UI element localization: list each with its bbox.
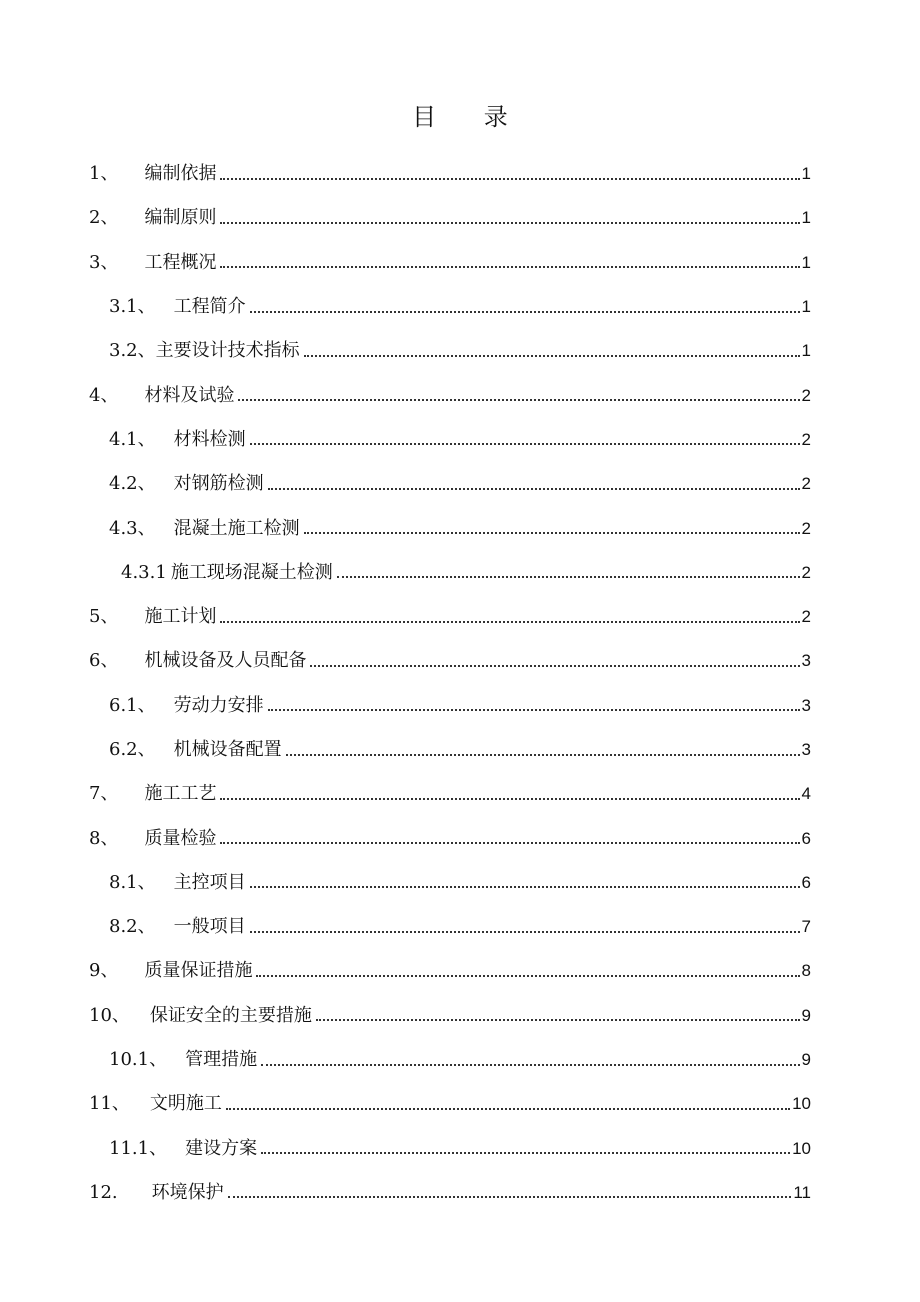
- toc-entry-title: 质量保证措施: [144, 960, 253, 982]
- toc-entry-number: 8.1、: [109, 871, 156, 893]
- toc-entry[interactable]: [89, 994, 811, 1038]
- toc-entry-page-number: 1: [801, 252, 811, 272]
- toc-entry-page-number: 2: [801, 562, 811, 582]
- toc-entry-number: 4.2、: [109, 473, 156, 495]
- toc-entry[interactable]: [89, 285, 811, 329]
- toc-entry-page-number: 1: [801, 164, 811, 184]
- toc-dot-leader: [268, 487, 800, 490]
- toc-entry-title: 一般项目: [173, 916, 246, 938]
- toc-entry-page-number: 2: [801, 385, 811, 405]
- toc-entry-page-number: 9: [801, 1050, 811, 1070]
- toc-entry-title: 施工现场混凝土检测: [170, 561, 333, 583]
- toc-title: 目 录: [412, 103, 528, 131]
- toc-entry-page-number: 3: [801, 740, 811, 759]
- toc-entry-title: 环境保护: [151, 1181, 224, 1203]
- toc-entry[interactable]: [89, 772, 811, 816]
- toc-entry-number: 6、: [89, 650, 119, 672]
- toc-entry-page-number: 1: [801, 297, 811, 317]
- toc-entry-number: 1、: [89, 163, 119, 185]
- toc-entry[interactable]: [89, 905, 811, 949]
- toc-entry-number: 6.1、: [109, 694, 156, 716]
- toc-dot-leader: [250, 885, 800, 888]
- toc-entry-number: 10、: [89, 1004, 130, 1026]
- toc-dot-leader: [268, 708, 800, 711]
- toc-entry-page-number: 4: [801, 784, 811, 804]
- toc-entry-number: 11.1、: [109, 1137, 168, 1159]
- toc-entry-title: 主控项目: [173, 871, 246, 893]
- toc-entry[interactable]: [89, 949, 811, 993]
- toc-entry[interactable]: [89, 1127, 811, 1171]
- toc-dot-leader: [261, 1151, 790, 1154]
- toc-entry[interactable]: [89, 152, 811, 196]
- toc-entry-page-number: 2: [801, 474, 811, 494]
- toc-entry-number: 7、: [89, 783, 119, 805]
- toc-entry-number: 5、: [89, 606, 119, 628]
- toc-entry-title: 管理措施: [185, 1049, 258, 1071]
- toc-dot-leader: [220, 620, 799, 623]
- toc-entry-page-number: 10: [792, 1094, 811, 1114]
- toc-entry-number: 9、: [89, 960, 119, 982]
- toc-entry-page-number: 9: [801, 1005, 811, 1025]
- toc-dot-leader: [261, 1063, 799, 1066]
- toc-entry-number: 12.: [89, 1181, 118, 1203]
- toc-dot-leader: [220, 177, 799, 180]
- toc-entry-number: 4.3.1: [121, 561, 167, 583]
- toc-entry-title: 工程简介: [173, 296, 246, 318]
- toc-entry[interactable]: [89, 506, 811, 550]
- toc-entry-page-number: 6: [801, 872, 811, 892]
- toc-dot-leader: [310, 664, 799, 667]
- toc-entry-title: 施工工艺: [144, 783, 217, 805]
- toc-entry[interactable]: [89, 241, 811, 285]
- toc-entry[interactable]: [89, 595, 811, 639]
- toc-entry-title: 主要设计技术指标: [155, 340, 300, 362]
- toc-entry-title: 编制原则: [144, 207, 217, 229]
- toc-entry[interactable]: [89, 462, 811, 506]
- toc-dot-leader: [220, 221, 799, 224]
- toc-dot-leader: [337, 575, 800, 578]
- toc-entry-number: 3.2、: [109, 340, 156, 362]
- toc-entry-page-number: 3: [801, 651, 811, 671]
- toc-entry[interactable]: [89, 1171, 811, 1215]
- toc-entry-page-number: 10: [792, 1138, 811, 1158]
- toc-entry-number: 8.2、: [109, 916, 156, 938]
- toc-entry-title: 材料检测: [173, 428, 246, 450]
- toc-entry-title: 质量检验: [144, 827, 217, 849]
- toc-entry-title: 混凝土施工检测: [173, 517, 300, 539]
- toc-entry[interactable]: [89, 329, 811, 373]
- toc-entry-number: 8、: [89, 827, 119, 849]
- toc-entry[interactable]: [89, 728, 811, 772]
- toc-entry[interactable]: [89, 196, 811, 240]
- toc-dot-leader: [220, 265, 799, 268]
- toc-entry-title: 建设方案: [185, 1137, 258, 1159]
- toc-entry-page-number: 3: [801, 695, 811, 715]
- toc-entry-number: 4、: [89, 384, 119, 406]
- toc-dot-leader: [286, 753, 800, 756]
- toc-dot-leader: [238, 398, 799, 401]
- toc-entry[interactable]: [89, 1082, 811, 1126]
- toc-entry-number: 6.2、: [109, 739, 156, 760]
- toc-dot-leader: [256, 974, 799, 977]
- toc-entry-number: 3.1、: [109, 296, 156, 318]
- toc-entry-page-number: 2: [801, 518, 811, 538]
- toc-entry[interactable]: [89, 418, 811, 462]
- toc-entry-title: 工程概况: [144, 251, 217, 273]
- toc-entry-page-number: 2: [801, 429, 811, 449]
- toc-dot-leader: [304, 531, 800, 534]
- toc-entry[interactable]: [89, 373, 811, 417]
- toc-entry-number: 4.3、: [109, 517, 156, 539]
- toc-entry[interactable]: [89, 1038, 811, 1082]
- toc-entry-title: 保证安全的主要措施: [149, 1004, 312, 1026]
- toc-entry-page-number: 1: [801, 341, 811, 361]
- toc-entry-number: 11、: [89, 1093, 130, 1115]
- toc-dot-leader: [228, 1195, 792, 1198]
- toc-entry-page-number: 7: [801, 917, 811, 937]
- toc-entry-number: 2、: [89, 207, 119, 229]
- toc-entry-number: 4.1、: [109, 428, 156, 450]
- toc-dot-leader: [250, 310, 800, 313]
- toc-entry[interactable]: [89, 551, 811, 595]
- toc-entry-title: 编制依据: [144, 163, 217, 185]
- toc-entry-title: 机械设备配置: [173, 739, 282, 760]
- toc-entry-page-number: 8: [801, 961, 811, 981]
- toc-entry-number: 10.1、: [109, 1049, 168, 1071]
- toc-entry-title: 劳动力安排: [173, 694, 264, 716]
- toc-entry-number: 3、: [89, 251, 119, 273]
- toc-dot-leader: [226, 1107, 790, 1110]
- toc-entry-title: 对钢筋检测: [173, 473, 264, 495]
- toc-dot-leader: [220, 841, 799, 844]
- toc-entry[interactable]: [89, 816, 811, 860]
- toc-entry-page-number: 11: [793, 1182, 811, 1202]
- toc-entry-title: 施工计划: [144, 606, 217, 628]
- toc-entry-page-number: 1: [801, 208, 811, 228]
- table-of-contents: [89, 152, 811, 1215]
- toc-entry-page-number: 2: [801, 607, 811, 627]
- toc-dot-leader: [316, 1018, 800, 1021]
- toc-dot-leader: [250, 930, 800, 933]
- toc-dot-leader: [220, 797, 799, 800]
- toc-entry-page-number: 6: [801, 828, 811, 848]
- toc-entry-title: 文明施工: [149, 1093, 222, 1115]
- toc-entry[interactable]: [89, 684, 811, 728]
- toc-entry[interactable]: [89, 639, 811, 683]
- toc-entry-title: 机械设备及人员配备: [144, 650, 307, 672]
- toc-entry[interactable]: [89, 861, 811, 905]
- toc-dot-leader: [304, 354, 800, 357]
- toc-entry-title: 材料及试验: [144, 384, 235, 406]
- toc-dot-leader: [250, 442, 800, 445]
